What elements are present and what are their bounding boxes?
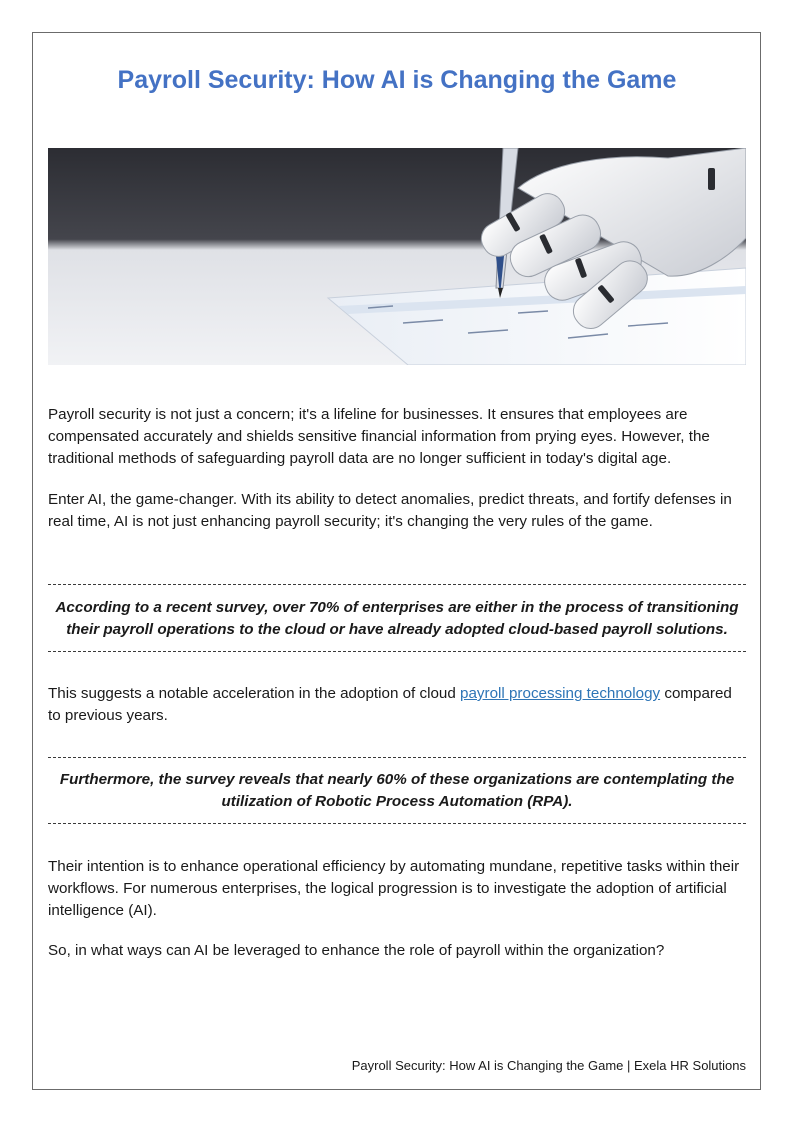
adoption-paragraph: [48, 683, 748, 727]
dashed-divider: [48, 651, 746, 652]
dashed-divider: [48, 757, 746, 758]
adoption-text: This suggests a notable acceleration in the adoption of cloud: [48, 685, 461, 702]
intro-paragraph: Payroll security is not just a concern; it's a lifeline for businesses. It ensures that employees are compensated accurately and shields sensitive financial information from prying eyes. However, the traditional methods of safeguarding payroll data are no longer sufficient in today's digital age.: [48, 406, 710, 467]
adoption-text-end: compared to previous years.: [48, 685, 732, 724]
survey-callout-rpa: Furthermore, the survey reveals that nearly 60% of these organizations are contemplating the utilization of Robotic Process Automation (RPA).: [59, 771, 735, 810]
page-footer: Payroll Security: How AI is Changing the Game | Exela HR Solutions: [351, 1058, 746, 1073]
question-paragraph: So, in what ways can AI be leveraged to enhance the role of payroll within the organization?: [48, 942, 665, 959]
dashed-divider: [48, 584, 746, 585]
robot-hand-writing-image: [48, 148, 746, 365]
efficiency-paragraph: Their intention is to enhance operational efficiency by automating mundane, repetitive tasks within their workflows. For numerous enterprises, the logical progression is to investigate the adoption of artificial intelligence (AI).: [48, 858, 740, 919]
page-title: Payroll Security: How AI is Changing the Game: [117, 66, 677, 94]
survey-callout-cloud: According to a recent survey, over 70% of enterprises are either in the process of transitioning their payroll operations to the cloud or have already adopted cloud-based payroll solutions.: [55, 599, 739, 638]
payroll-processing-technology-link[interactable]: payroll processing technology: [460, 685, 661, 702]
robot-hand-writing-with-pen-icon: [48, 148, 746, 365]
dashed-divider: [48, 823, 746, 824]
ai-paragraph: Enter AI, the game-changer. With its ability to detect anomalies, predict threats, and fortify defenses in real time, AI is not just enhancing payroll security; it's changing the very rules of the game.: [48, 491, 732, 530]
